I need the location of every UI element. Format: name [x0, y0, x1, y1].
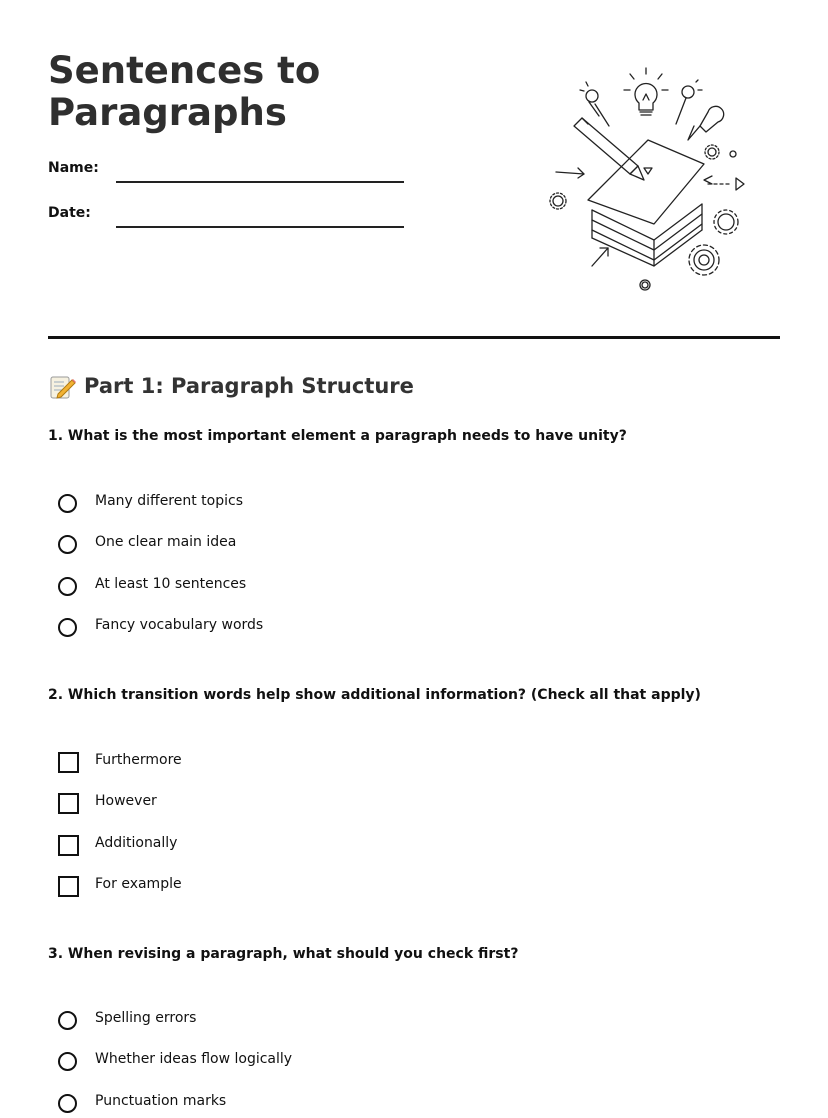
date-label: Date:: [48, 205, 91, 221]
radio-button[interactable]: [58, 1052, 77, 1071]
lightbulb-icon: [624, 68, 668, 115]
radio-button[interactable]: [58, 577, 77, 596]
pen-icon: [574, 118, 644, 180]
option-label: Whether ideas flow logically: [95, 1051, 293, 1067]
checkbox[interactable]: [58, 793, 79, 814]
date-field: [48, 205, 408, 235]
section-divider: [48, 336, 780, 339]
date-input-line[interactable]: [116, 226, 404, 228]
writing-ideas-illustration: [540, 60, 760, 300]
section-heading: [48, 372, 414, 400]
checkbox[interactable]: [58, 835, 79, 856]
question-2-option-4[interactable]: [58, 874, 182, 898]
section-title: Part 1: Paragraph Structure: [84, 374, 414, 398]
question-3-text: 3. When revising a paragraph, what should you check first?: [48, 946, 519, 962]
option-label: At least 10 sentences: [95, 576, 247, 592]
option-label: Fancy vocabulary words: [95, 617, 264, 633]
option-label: Spelling errors: [95, 1010, 197, 1026]
option-label: For example: [95, 876, 182, 892]
option-label: Furthermore: [95, 752, 182, 768]
name-field: [48, 160, 408, 190]
memo-pencil-icon: [48, 372, 76, 400]
question-1-option-3[interactable]: [58, 574, 247, 598]
question-1-option-1[interactable]: [58, 491, 243, 515]
name-input-line[interactable]: [116, 181, 404, 183]
radio-button[interactable]: [58, 618, 77, 637]
checkbox[interactable]: [58, 752, 79, 773]
option-label: Additionally: [95, 835, 178, 851]
bulb-pencil-icon: [688, 106, 724, 140]
radio-button[interactable]: [58, 1011, 77, 1030]
small-lightbulb-icon: [676, 80, 702, 124]
worksheet-title-line-2: Paragraphs: [48, 91, 287, 134]
question-1-option-4[interactable]: [58, 615, 264, 639]
worksheet-title-line-1: Sentences to: [48, 49, 321, 92]
question-2-option-3[interactable]: [58, 833, 178, 857]
option-label: Punctuation marks: [95, 1093, 227, 1109]
worksheet-title: [48, 50, 408, 134]
question-2-option-1[interactable]: [58, 750, 182, 774]
question-3-option-1[interactable]: [58, 1008, 197, 1032]
option-label: One clear main idea: [95, 534, 237, 550]
question-2-option-2[interactable]: [58, 791, 157, 815]
name-label: Name:: [48, 160, 99, 176]
question-1-option-2[interactable]: [58, 532, 237, 556]
question-2-text: 2. Which transition words help show additional information? (Check all that apply): [48, 687, 701, 703]
paper-stack-icon: [588, 140, 704, 266]
gear-icon: [550, 145, 738, 290]
radio-button[interactable]: [58, 1094, 77, 1113]
radio-button[interactable]: [58, 494, 77, 513]
question-1-text: 1. What is the most important element a paragraph needs to have unity?: [48, 428, 627, 444]
option-label: However: [95, 793, 157, 809]
question-3-option-2[interactable]: [58, 1049, 293, 1073]
question-3-option-3[interactable]: [58, 1091, 227, 1115]
radio-button[interactable]: [58, 535, 77, 554]
option-label: Many different topics: [95, 493, 243, 509]
checkbox[interactable]: [58, 876, 79, 897]
